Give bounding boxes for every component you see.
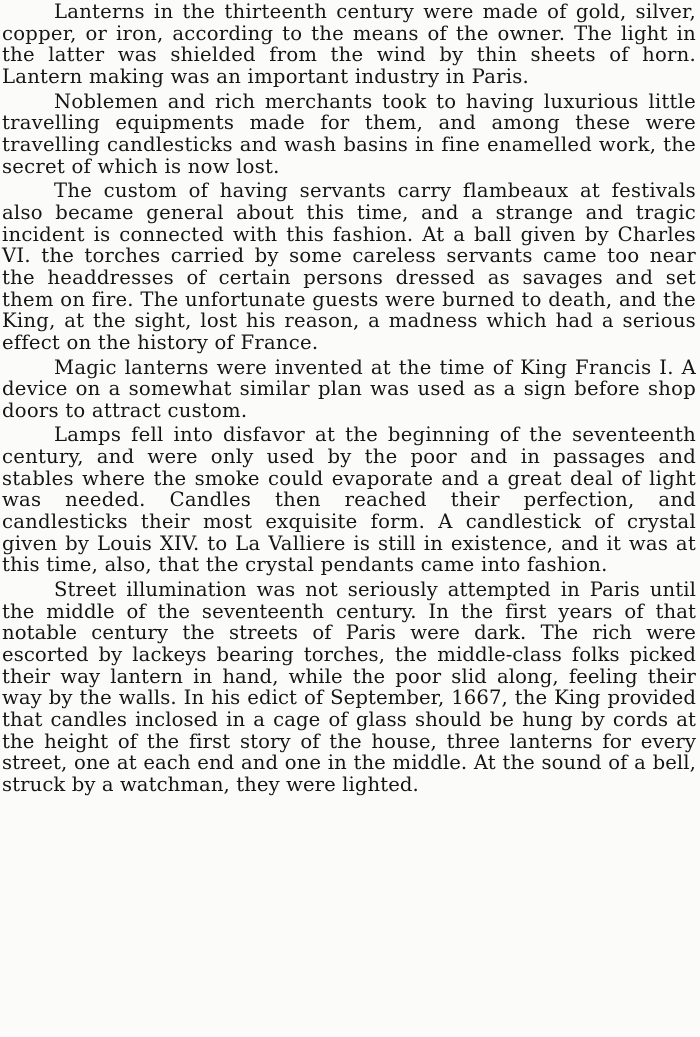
paragraph-magic-lanterns: Magic lanterns were invented at the time of King Francis I. A device on a somewhat similar plan was used as a sign before shop doors to attract custom.: [2, 355, 696, 422]
paragraph-street-illumination: Street illumination was not seriously attempted in Paris until the middle of the seventeenth century. In the first years of that notable century the streets of Paris were dark. The rich were escorted by lackeys bearing torches, the middle-class folks picked their way lantern in hand, while the poor slid along, feeling their way by the walls. In his edict of September, 1667, the King provided that candles inclosed in a cage of glass should be hung by cords at the height of the first story of the house, three lanterns for every street, one at each end and one in the middle. At the sound of a bell, struck by a watchman, they were lighted.: [2, 578, 696, 796]
article-body: [2, 1, 696, 799]
paragraph-lanterns-thirteenth-century: Lanterns in the thirteenth century were made of gold, silver, copper, or iron, according to the means of the owner. The light in the latter was shielded from the wind by thin sheets of horn. Lantern making was an important industry in Paris.: [2, 0, 696, 88]
paragraph-lamps-disfavor: Lamps fell into disfavor at the beginning of the seventeenth century, and were only used by the poor and in passages and stables where the smoke could evaporate and a great deal of light was needed. Candles then reached their perfection, and candlesticks their most exquisite form. A candlestick of crystal given by Louis XIV. to La Valliere is still in existence, and it was at this time, also, that the crystal pendants came into fashion.: [2, 423, 696, 577]
paragraph-travelling-equipments: Noblemen and rich merchants took to having luxurious little travelling equipments made for them, and among these were travelling candlesticks and wash basins in fine enamelled work, the secret of which is now lost.: [2, 89, 696, 178]
paragraph-flambeaux-custom: The custom of having servants carry flambeaux at festivals also became general about this time, and a strange and tragic incident is connected with this fashion. At a ball given by Charles VI. the torches carried by some careless servants came too near the headdresses of certain persons dressed as savages and set them on fire. The unfortunate guests were burned to death, and the King, at the sight, lost his reason, a madness which had a serious effect on the history of France.: [2, 179, 696, 354]
